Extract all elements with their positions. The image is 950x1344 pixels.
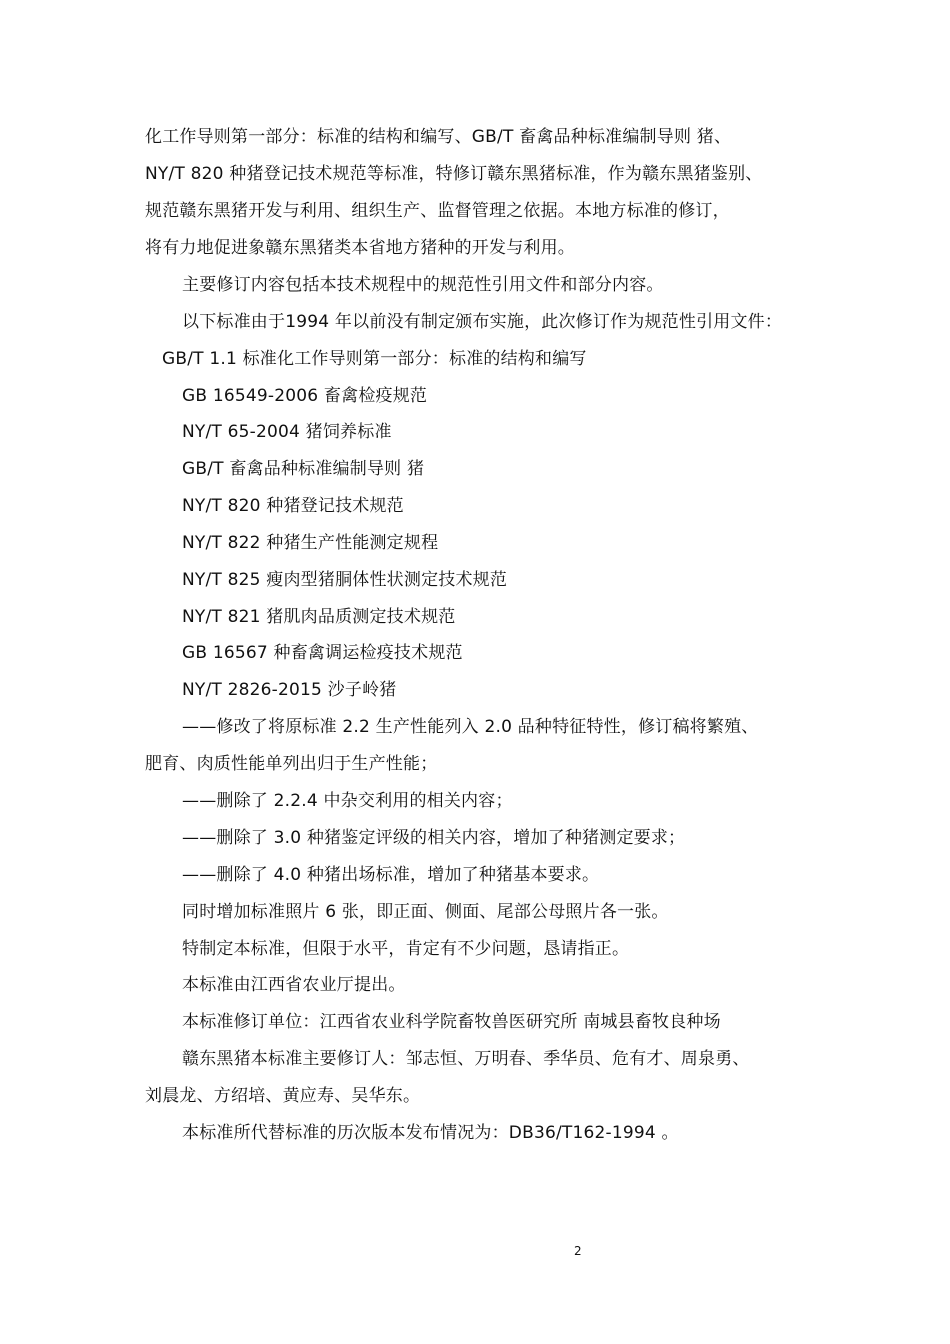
change-1-line-1: ——修改了将原标准 2.2 生产性能列入 2.0 品种特征特性，修订稿将繁殖、: [182, 717, 759, 737]
revisers-line-1: 赣东黑猪本标准主要修订人：邹志恒、万明春、季华员、危有才、周泉勇、: [182, 1049, 750, 1069]
intro-line-1: 化工作导则第一部分：标准的结构和编写、GB/T 畜禽品种标准编制导则 猪、: [145, 127, 732, 147]
history-note: 本标准所代替标准的历次版本发布情况为：DB36/T162-1994 。: [182, 1123, 679, 1143]
reference-item: GB/T 畜禽品种标准编制导则 猪: [182, 459, 425, 479]
reference-item: GB/T 1.1 标准化工作导则第一部分：标准的结构和编写: [162, 349, 587, 369]
reference-item: NY/T 820 种猪登记技术规范: [182, 496, 404, 516]
change-4: ——删除了 4.0 种猪出场标准，增加了种猪基本要求。: [182, 865, 600, 885]
page-number: 2: [574, 1244, 582, 1258]
intro-line-2: NY/T 820 种猪登记技术规范等标准，特修订赣东黑猪标准，作为赣东黑猪鉴别、: [145, 164, 763, 184]
revising-units: 本标准修订单位：江西省农业科学院畜牧兽医研究所 南城县畜牧良种场: [182, 1012, 721, 1032]
reference-item: NY/T 2826-2015 沙子岭猪: [182, 680, 397, 700]
photos-note: 同时增加标准照片 6 张，即正面、侧面、尾部公母照片各一张。: [182, 902, 669, 922]
reference-item: NY/T 822 种猪生产性能测定规程: [182, 533, 439, 553]
references-intro: 以下标准由于1994 年以前没有制定颁布实施，此次修订作为规范性引用文件：: [182, 312, 783, 332]
reference-item: NY/T 65-2004 猪饲养标准: [182, 422, 392, 442]
change-1-line-2: 肥育、肉质性能单列出归于生产性能；: [145, 754, 438, 774]
revisers-line-2: 刘晨龙、方绍培、黄应寿、吴华东。: [145, 1086, 421, 1106]
reference-item: GB 16567 种畜禽调运检疫技术规范: [182, 643, 463, 663]
change-3: ——删除了 3.0 种猪鉴定评级的相关内容，增加了种猪测定要求；: [182, 828, 686, 848]
intro-line-4: 将有力地促进象赣东黑猪类本省地方猪种的开发与利用。: [145, 238, 575, 258]
proposer: 本标准由江西省农业厅提出。: [182, 975, 406, 995]
disclaimer: 特制定本标准，但限于水平，肯定有不少问题，恳请指正。: [182, 939, 630, 959]
reference-item: GB 16549-2006 畜禽检疫规范: [182, 386, 428, 406]
reference-item: NY/T 825 瘦肉型猪胴体性状测定技术规范: [182, 570, 508, 590]
reference-item: NY/T 821 猪肌肉品质测定技术规范: [182, 607, 456, 627]
revision-summary: 主要修订内容包括本技术规程中的规范性引用文件和部分内容。: [182, 275, 664, 295]
change-2: ——删除了 2.2.4 中杂交利用的相关内容；: [182, 791, 513, 811]
intro-line-3: 规范赣东黑猪开发与利用、组织生产、监督管理之依据。本地方标准的修订，: [145, 201, 730, 221]
